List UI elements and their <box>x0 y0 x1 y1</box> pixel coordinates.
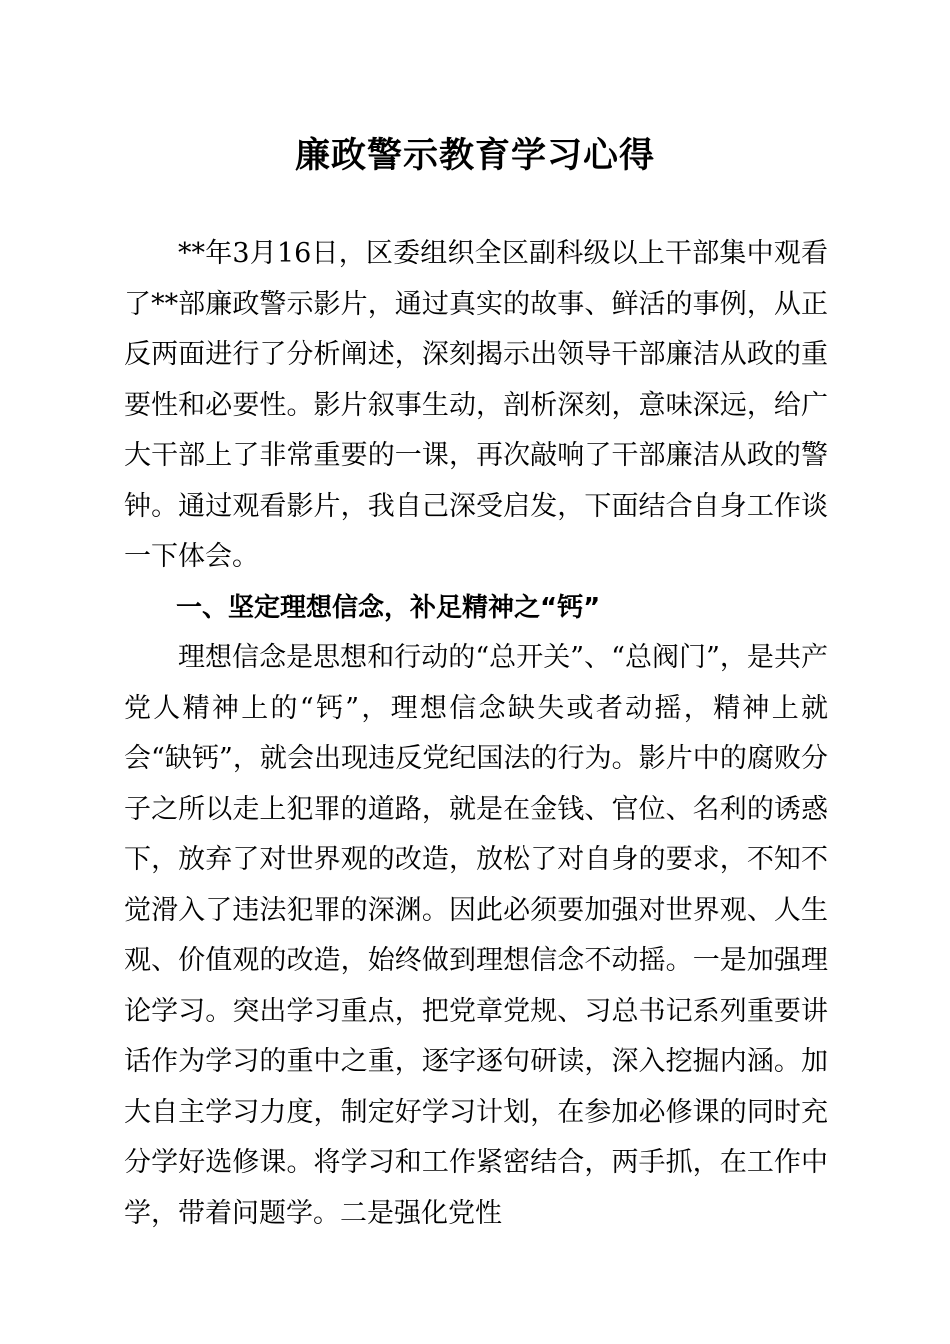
section-text-b: 突出学习重点，把党章党规、习总书记系列重要讲话作为学习的重中之重，逐字逐句研读，深入挖掘内涵。加大自主学习力度，制定好学习计划，在参加必修课的同时充分学好选修课。将学习和工作紧密结合，两手抓，在工作中学，带着问题学。 <box>124 995 829 1229</box>
section-heading-1: 一、坚定理想信念，补足精神之“钙” <box>176 592 601 623</box>
lead-phrase-1: 一是加强理论学习。 <box>124 945 829 1027</box>
intro-paragraph: **年3月16日，区委组织全区副科级以上干部集中观看了**部廉政警示影片，通过真实的故事、鲜活的事例，从正反两面进行了分析阐述，深刻揭示出领导干部廉洁从政的重要性和必要性。影片叙事生动，剖析深刻，意味深远，给广大干部上了非常重要的一课，再次敲响了干部廉洁从政的警钟。通过观看影片，我自己深受启发，下面结合自身工作谈一下体会。 <box>124 238 828 572</box>
document-body <box>124 229 828 1239</box>
section-paragraph-1 <box>124 633 828 1239</box>
document-title: 廉政警示教育学习心得 <box>294 136 655 176</box>
lead-phrase-2: 二是强化党性 <box>340 1197 502 1229</box>
section-text-a: 理想信念是思想和行动的“总开关”、“总阀门”，是共产党人精神上的“钙”，理想信念缺失或者动摇，精神上就会“缺钙”，就会出现违反党纪国法的行为。影片中的腐败分子之所以走上犯罪的道路，就是在金钱、官位、名利的诱惑下，放弃了对世界观的改造，放松了对自身的要求，不知不觉滑入了违法犯罪的深渊。因此必须要加强对世界观、人生观、价值观的改造，始终做到理想信念不动摇。 <box>124 642 828 976</box>
